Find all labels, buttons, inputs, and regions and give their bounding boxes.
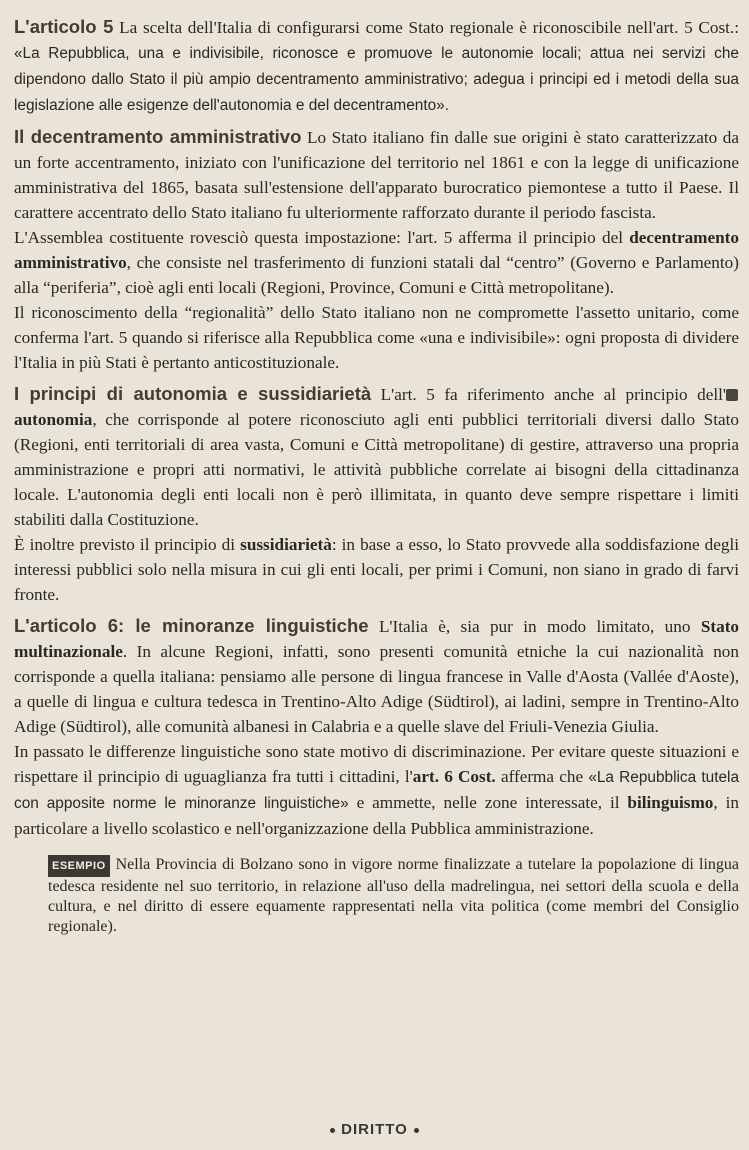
art5-quote: «La Repubblica, una e indivisibile, riconosce e promuove le autonomie locali; attua nei servizi che dipendono dallo Stato il più ampio decentramento amministrativo; adegua i principi ed i metodi della sua legislazione alle esigenze dell'autonomia e del decentramento». [14,45,739,114]
art5-paragraph [14,14,739,118]
example-text: Nella Provincia di Bolzano sono in vigore norme finalizzate a tutelare la popolazione di lingua tedesca residente nel suo territorio, in relazione all'uso della madrelingua, nei settori della scuola e della cultura, e nel diritto di essere equamente rappresentati nella vita politica (come membri del Consiglio regionale). [48,856,739,935]
decentramento-text-1: Lo Stato italiano fin dalle sue origini è stato caratterizzato da un forte accentramento, iniziato con l'unificazione del territorio nel 1861 e con la legge di unificazione amministrativa del 1865, basata sull'estensione dell'apparato burocratico piemontese a tutto il Paese. Il carattere accentrato dello Stato italiano fu ulteriormente rafforzato durante il periodo fascista. [14,128,740,222]
decentramento-paragraph-2 [14,225,739,300]
autonomia-text-1a: L'art. 5 fa riferimento anche al principio dell' [380,385,726,404]
art5-intro: La scelta dell'Italia di configurarsi come Stato regionale è riconoscibile nell'art. 5 Cost.: [119,18,740,37]
decentramento-paragraph [14,124,739,225]
decentramento-text-3: Il riconoscimento della “regionalità” dello Stato italiano non ne compromette l'assetto unitario, come conferma l'art. 5 quando si riferisce alla Repubblica come «una e indivisibile»: ogni proposta di dividere l'Italia in più Stati è pertanto anticostituzionale. [14,303,739,372]
autonomia-text-2a: È inoltre previsto il principio di [14,535,236,554]
autonomia-paragraph [14,381,739,532]
sussidiarieta-paragraph [14,532,739,607]
decentramento-text-2a: L'Assemblea costituente rovesciò questa impostazione: l'art. 5 afferma il principio del [14,228,623,247]
bullet-icon [330,1128,335,1133]
footer-label: DIRITTO [341,1121,408,1138]
art6-text-2a: In passato le differenze linguistiche sono state motivo di discriminazione. Per evitare queste situazioni e rispettare il principio di uguaglianza fra tutti i cittadini, l' [14,742,739,786]
bullet-icon [414,1128,419,1133]
art6-text-2d: , in particolare a livello scolastico e nell'organizzazione della Pubblica amministrazione. [14,793,739,838]
page-footer [0,1121,749,1138]
decentramento-heading: Il decentramento amministrativo [14,126,302,147]
example-paragraph [48,855,739,937]
art5-heading: L'articolo 5 [14,16,114,37]
art6-quote: «La Repubblica tutela con apposite norme le minoranze linguistiche» [14,769,740,812]
bilinguismo-keyword: bilinguismo [627,793,714,812]
example-box [48,855,739,937]
sussidiarieta-keyword: sussidiarietà [240,535,332,554]
autonomia-heading: I principi di autonomia e sussidiarietà [14,383,372,404]
stato-multinazionale-keyword: Stato multinazionale [14,617,740,661]
art6-text-2b: afferma che [500,767,584,786]
autonomia-text-2b: : in base a esso, lo Stato provvede alla soddisfazione degli interessi pubblici solo nella misura in cui gli enti locali, per primi i Comuni, non siano in grado di farvi fronte. [14,535,740,604]
autonomia-text-1b: , che corrisponde al potere riconosciuto agli enti pubblici territoriali diversi dallo Stato (Regioni, enti territoriali di area vasta, Comuni e Città metropolitane) di gestire, attraverso una propria amministrazione e propri atti normativi, le attività pubbliche correlate ai bisogni della cittadinanza locale. L'autonomia degli enti locali non è però illimitata, in quanto deve sempre rispettare i limiti stabiliti dalla Costituzione. [14,410,739,529]
art6-keyword: art. 6 Cost. [412,767,496,786]
warning-icon [726,389,738,401]
art6-heading: L'articolo 6: le minoranze linguistiche [14,615,369,636]
art6-paragraph [14,613,739,739]
art6-text-2c: e ammette, nelle zone interessate, il [356,793,620,812]
art6-paragraph-2 [14,739,739,841]
decentramento-text-2b: , che consiste nel trasferimento di funzioni statali dal “centro” (Governo e Parlamento) alla “periferia”, cioè agli enti locali (Regioni, Province, Comuni e Città metropolitane). [14,253,739,297]
art6-text-1a: L'Italia è, sia pur in modo limitato, uno [378,617,691,636]
decentramento-keyword: decentramento amministrativo [14,228,739,272]
art6-text-1b: . In alcune Regioni, infatti, sono presenti comunità etniche la cui nazionalità non corrisponde a quella italiana: pensiamo alle persone di lingua francese in Valle d'Aosta (Vallée d'Aoste), a quelle di lingua e cultura tedesca in Trentino-Alto Adige (Südtirol), ai ladini, sempre in Trentino-Alto Adige (Südtirol), alle comunità albanesi in Calabria e a quelle slave del Friuli-Venezia Giulia. [14,642,739,736]
example-badge: ESEMPIO [48,855,110,877]
decentramento-paragraph-3 [14,300,739,375]
autonomia-keyword: autonomia [14,410,93,429]
